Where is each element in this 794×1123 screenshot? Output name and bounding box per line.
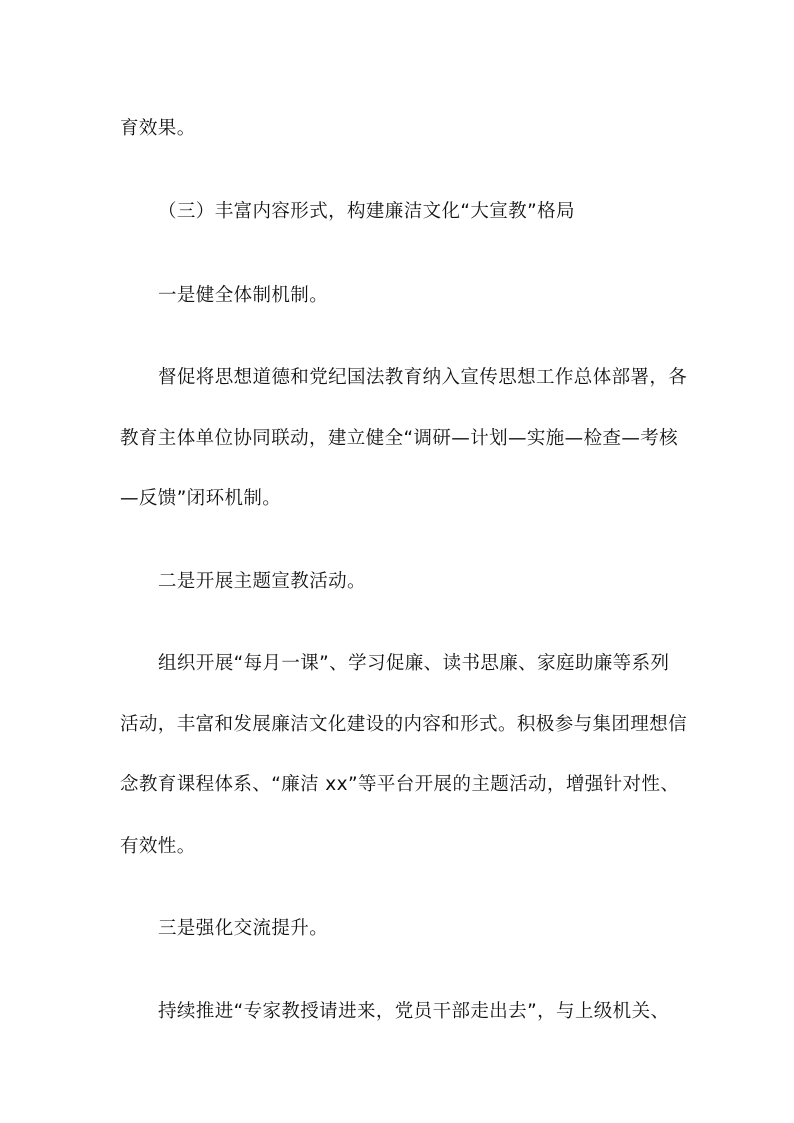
paragraph-line-3: 教育主体单位协同联动，建立健全“调研—计划—实施—检查—考核 <box>120 428 679 449</box>
paragraph-line-1: 育效果。 <box>120 118 196 139</box>
paragraph-line-7: 念教育课程体系、“廉洁 xx”等平台开展的主题活动，增强针对性、 <box>120 774 680 795</box>
paragraph-line-2: 督促将思想道德和党纪国法教育纳入宣传思想工作总体部署，各 <box>158 367 688 388</box>
paragraph-line-6: 活动，丰富和发展廉洁文化建设的内容和形式。积极参与集团理想信 <box>120 714 688 735</box>
subheading-1: 一是健全体制机制。 <box>158 285 329 306</box>
subheading-2: 二是开展主题宣教活动。 <box>158 571 366 592</box>
paragraph-line-4: —反馈”闭环机制。 <box>120 488 282 509</box>
paragraph-line-9: 持续推进“专家教授请进来，党员干部走出去”，与上级机关、 <box>158 1001 670 1022</box>
paragraph-line-5: 组织开展“每月一课”、学习促廉、读书思廉、家庭助廉等系列 <box>158 653 670 674</box>
paragraph-line-8: 有效性。 <box>120 836 196 857</box>
subheading-3: 三是强化交流提升。 <box>158 918 329 939</box>
section-heading: （三）丰富内容形式，构建廉洁文化“大宣教”格局 <box>158 201 575 222</box>
